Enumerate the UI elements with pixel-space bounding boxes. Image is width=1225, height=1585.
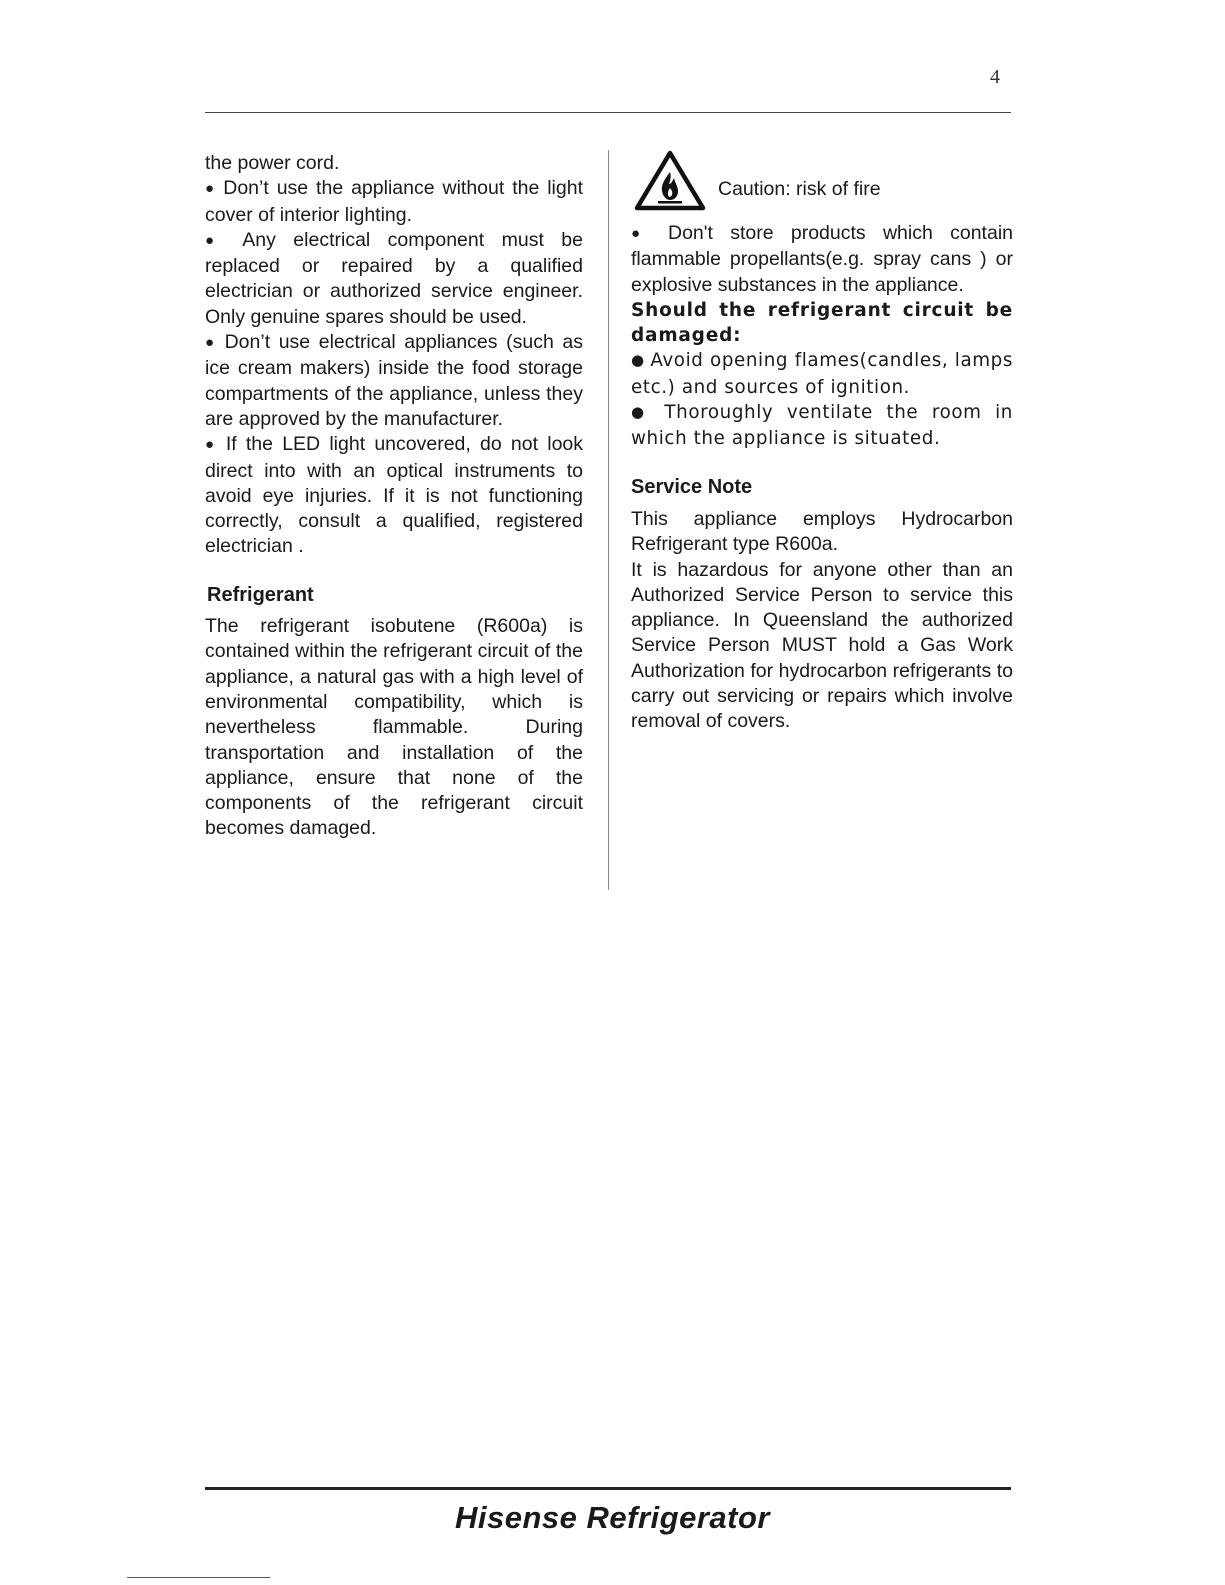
bullet-flammable-products: ● Don't store products which contain flammable propellants(e.g. spray cans ) or explosive substances in the appliance. (631, 221, 1013, 298)
refrigerant-text: The refrigerant isobutene (R600a) is contained within the refrigerant circuit of the appliance, a natural gas with a high level of environmental compatibility, which is nevertheless flammable. During transportation and installation of the appliance, ensure that none of the components of the refrigerant circuit becomes damaged. (205, 615, 583, 840)
bullet-avoid-flames: ● Avoid opening flames(candles, lamps etc.) and sources of ignition. (631, 348, 1013, 400)
caution-label: Caution: risk of fire (718, 178, 881, 200)
bullet-light-cover: ● Don’t use the appliance without the light cover of interior lighting. (205, 176, 583, 228)
left-column (205, 151, 583, 842)
continued-text: the power cord. (205, 152, 340, 174)
service-note-para1: This appliance employs Hydrocarbon Refrigerant type R600a. (631, 507, 1013, 556)
bullet-ventilate: ● Thoroughly ventilate the room in which the appliance is situated. (631, 400, 1013, 452)
brand-footer: Hisense Refrigerator (455, 1500, 770, 1535)
footer-rule (205, 1487, 1011, 1490)
page-edge-mark (127, 1577, 270, 1578)
bullet-led-light: ● If the LED light uncovered, do not look direct into with an optical instruments to avoid eye injuries. If it is not functioning correctly, consult a qualified, registered electrician . (205, 432, 583, 559)
refrigerant-heading: Refrigerant (207, 583, 314, 606)
page-number: 4 (990, 66, 1000, 88)
bullet-electrical-component: ● Any electrical component must be replaced or repaired by a qualified electrician or authorized service engineer. Only genuine spares should be used. (205, 228, 583, 330)
service-note-para2: It is hazardous for anyone other than an Authorized Service Person to service this appliance. In Queensland the authorized Service Person MUST hold a Gas Work Authorization for hydrocarbon refrigerants to carry out servicing or repairs which involve removal of covers. (631, 558, 1013, 733)
circuit-damaged-heading: Should the refrigerant circuit be damaged: (631, 299, 1013, 347)
fire-warning-icon (634, 150, 706, 212)
service-note-heading: Service Note (631, 475, 753, 498)
right-column (631, 221, 1013, 735)
bullet-electrical-appliances: ● Don’t use electrical appliances (such as ice cream makers) inside the food storage compartments of the appliance, unless they are approved by the manufacturer. (205, 330, 583, 432)
header-rule (205, 112, 1011, 113)
column-divider (608, 150, 609, 890)
